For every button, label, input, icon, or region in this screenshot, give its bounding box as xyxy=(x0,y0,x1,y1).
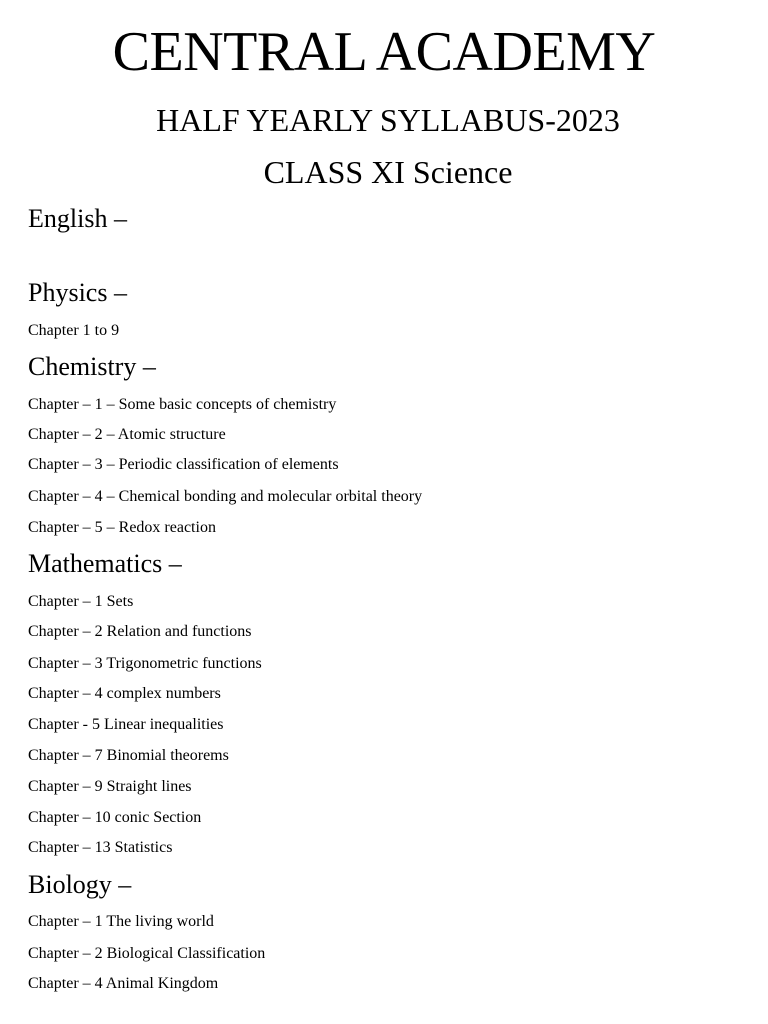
subject-heading-physics: Physics – xyxy=(28,278,127,307)
class-heading: CLASS XI Science xyxy=(263,154,513,190)
chapter-item: Chapter 1 to 9 xyxy=(28,322,120,339)
chapter-item: Chapter – 4 – Chemical bonding and molecular orbital theory xyxy=(28,488,423,505)
school-title: CENTRAL ACADEMY xyxy=(112,21,656,83)
chapter-item: Chapter – 1 Sets xyxy=(28,593,134,610)
chapter-item: Chapter - 5 Linear inequalities xyxy=(28,716,224,733)
subject-heading-biology: Biology – xyxy=(28,870,132,899)
chapter-item: Chapter – 10 conic Section xyxy=(28,809,202,826)
chapter-item: Chapter – 5 – Redox reaction xyxy=(28,519,216,536)
chapter-item: Chapter – 4 Animal Kingdom xyxy=(28,975,219,992)
chapter-item: Chapter – 3 – Periodic classification of elements xyxy=(28,456,339,473)
chapter-item: Chapter – 3 Trigonometric functions xyxy=(28,655,262,672)
chapter-item: Chapter – 1 – Some basic concepts of chemistry xyxy=(28,396,337,413)
chapter-item: Chapter – 2 Relation and functions xyxy=(28,623,252,640)
chapter-item: Chapter – 2 – Atomic structure xyxy=(28,426,226,443)
subject-heading-mathematics: Mathematics – xyxy=(28,549,182,578)
chapter-item: Chapter – 2 Biological Classification xyxy=(28,945,266,962)
subject-heading-english: English – xyxy=(28,204,127,233)
chapter-item: Chapter – 4 complex numbers xyxy=(28,685,221,702)
syllabus-subtitle: HALF YEARLY SYLLABUS-2023 xyxy=(156,102,620,138)
subject-heading-chemistry: Chemistry – xyxy=(28,352,156,381)
chapter-item: Chapter – 1 The living world xyxy=(28,913,214,930)
chapter-item: Chapter – 7 Binomial theorems xyxy=(28,747,229,764)
chapter-item: Chapter – 9 Straight lines xyxy=(28,778,192,795)
chapter-item: Chapter – 13 Statistics xyxy=(28,839,173,856)
